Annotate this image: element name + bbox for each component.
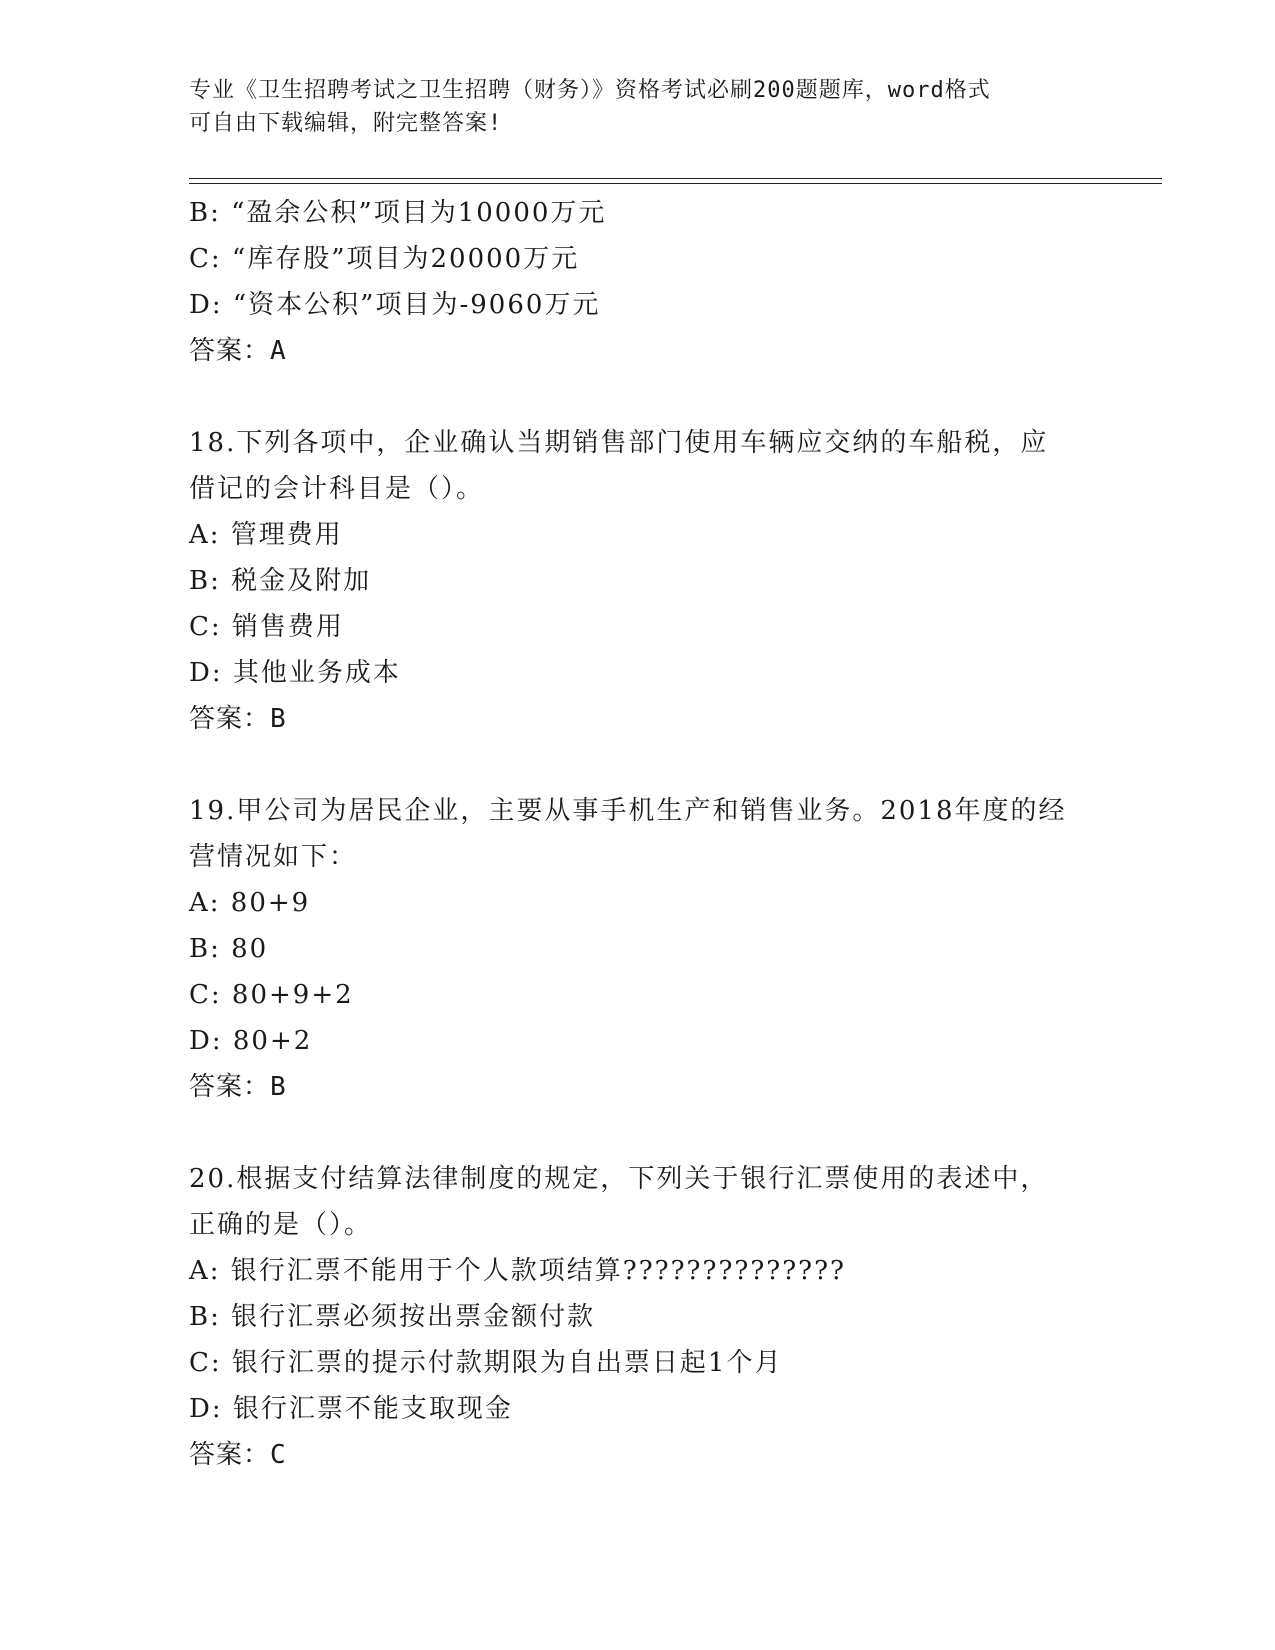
spacer — [189, 742, 1089, 788]
option-d: D: 银行汇票不能支取现金 — [189, 1394, 513, 1424]
document-header — [189, 74, 1089, 140]
option-b: B: “盈余公积”项目为10000万元 — [189, 198, 607, 228]
question-17-tail — [189, 190, 1089, 374]
answer: 答案：B — [189, 704, 287, 734]
option-c: C: “库存股”项目为20000万元 — [189, 244, 580, 274]
option-d: D: 80+2 — [189, 1026, 313, 1056]
option-b: B: 银行汇票必须按出票金额付款 — [189, 1302, 596, 1332]
header-line-2: 可自由下载编辑，附完整答案! — [189, 111, 503, 136]
answer: 答案：B — [189, 1072, 287, 1102]
question-18 — [189, 420, 1089, 742]
header-line-1: 专业《卫生招聘考试之卫生招聘（财务）》资格考试必刷200题题库，word格式 — [189, 78, 991, 103]
question-list — [189, 190, 1089, 1478]
option-a: A: 银行汇票不能用于个人款项结算?????????????? — [189, 1256, 846, 1286]
answer: 答案：C — [189, 1440, 287, 1470]
question-text-line-1: 20.根据支付结算法律制度的规定，下列关于银行汇票使用的表述中， — [189, 1164, 1049, 1194]
question-20 — [189, 1156, 1089, 1478]
question-text-line-2: 营情况如下： — [189, 842, 358, 872]
option-b: B: 80 — [189, 934, 269, 964]
answer: 答案：A — [189, 336, 287, 366]
option-c: C: 80+9+2 — [189, 980, 354, 1010]
option-c: C: 销售费用 — [189, 612, 344, 642]
spacer — [189, 1110, 1089, 1156]
header-divider-top — [189, 178, 1162, 179]
question-text-line-2: 正确的是（）。 — [189, 1210, 373, 1240]
option-d: D: 其他业务成本 — [189, 658, 401, 688]
option-c: C: 银行汇票的提示付款期限为自出票日起1个月 — [189, 1348, 783, 1378]
option-a: A: 80+9 — [189, 888, 311, 918]
option-b: B: 税金及附加 — [189, 566, 372, 596]
question-text-line-1: 18.下列各项中，企业确认当期销售部门使用车辆应交纳的车船税，应 — [189, 428, 1049, 458]
option-a: A: 管理费用 — [189, 520, 343, 550]
question-19 — [189, 788, 1089, 1110]
question-text-line-1: 19.甲公司为居民企业，主要从事手机生产和销售业务。2018年度的经 — [189, 796, 1067, 826]
question-text-line-2: 借记的会计科目是（）。 — [189, 474, 485, 504]
option-d: D: “资本公积”项目为-9060万元 — [189, 290, 601, 320]
spacer — [189, 374, 1089, 420]
header-divider-bottom — [189, 183, 1162, 184]
